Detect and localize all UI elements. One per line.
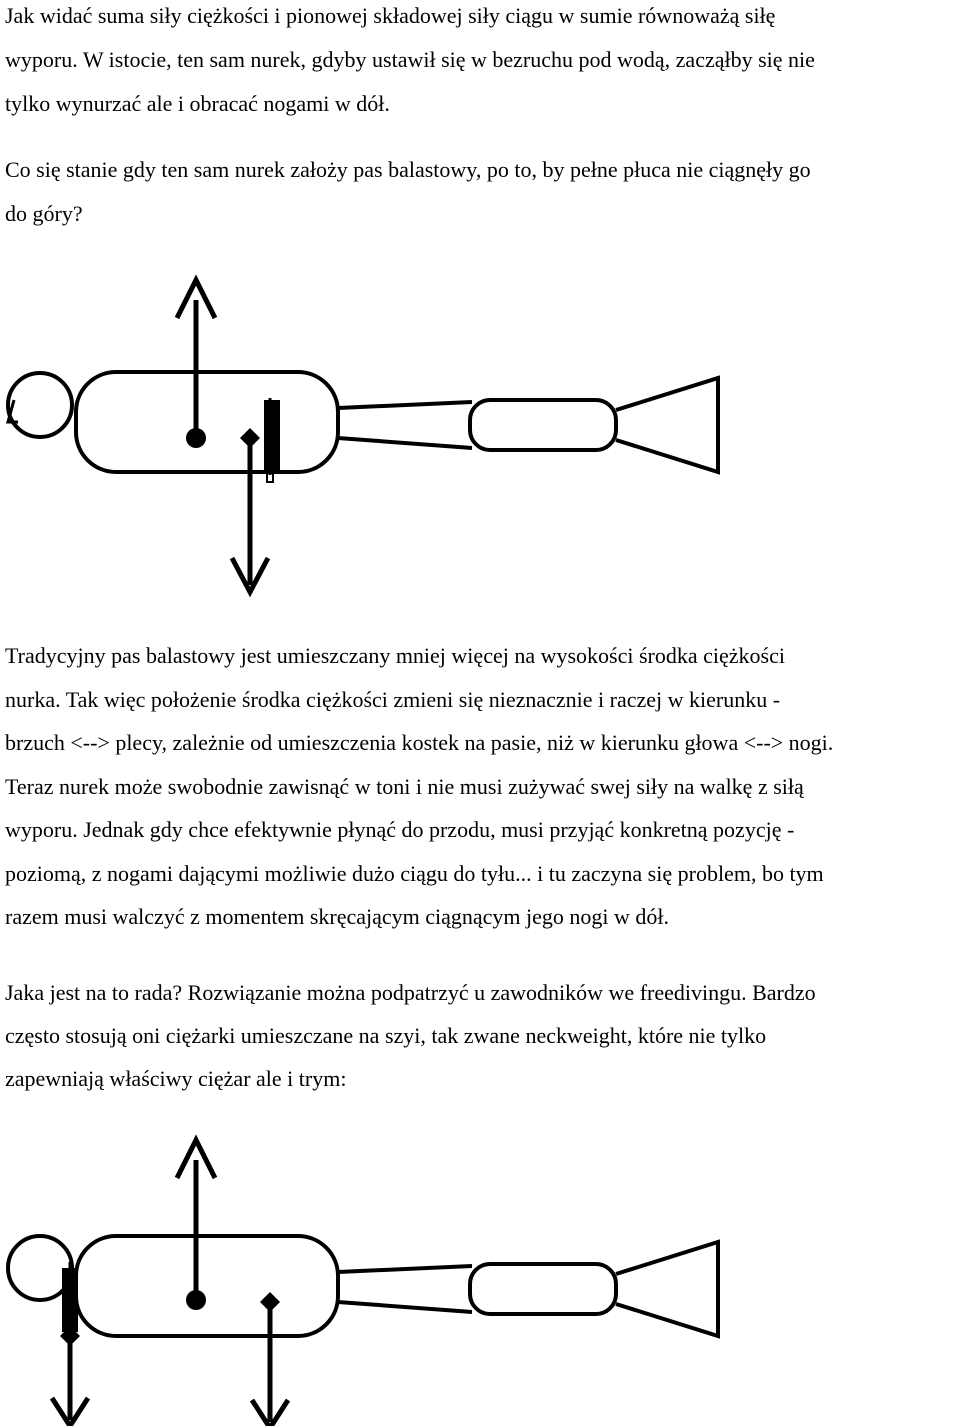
diver-legs	[470, 400, 616, 450]
text-line: do góry?	[5, 201, 83, 226]
buoyancy-point	[186, 428, 206, 448]
diver-hip	[338, 402, 472, 448]
text-line: często stosują oni ciężarki umieszczane na szyi, tak zwane neckweight, które nie tylko	[5, 1023, 767, 1048]
text-line: brzuch <--> plecy, zależnie od umieszczenia kostek na pasie, niż w kierunku głowa <--> nogi.	[5, 730, 834, 755]
diver-fin	[616, 378, 718, 472]
diver-hip	[338, 1266, 472, 1312]
paragraph-buoyancy	[5, 0, 955, 126]
weight-point	[260, 1292, 280, 1312]
paragraph-question	[5, 148, 955, 236]
text-line: tylko wynurzać ale i obracać nogami w dół.	[5, 91, 390, 116]
text-line: Teraz nurek może swobodnie zawisnąć w toni i nie musi zużywać swej siły na walkę z siłą	[5, 773, 804, 799]
diver-with-belt-weight-diagram	[0, 270, 960, 600]
weight-belt	[264, 400, 280, 472]
diver-torso	[76, 1236, 338, 1336]
text-line: Jak widać suma siły ciężkości i pionowej składowej siły ciągu w sumie równoważą siłę	[5, 3, 776, 28]
diver-torso	[76, 372, 338, 472]
diver-legs	[470, 1264, 616, 1314]
text-line: wyporu. W istocie, ten sam nurek, gdyby ustawił się w bezruchu pod wodą, zacząłby się nie	[5, 47, 815, 72]
buoyancy-point	[186, 1290, 206, 1310]
text-line: nurka. Tak więc położenie środka ciężkości zmieni się nieznacznie i raczej w kierunku -	[5, 686, 781, 712]
text-line: razem musi walczyć z momentem skręcającym ciągnącym jego nogi w dół.	[5, 904, 670, 929]
diver-head	[8, 373, 72, 437]
text-line: zapewniają właściwy ciężar ale i trym:	[5, 1066, 347, 1091]
paragraph-neckweight	[5, 971, 955, 1100]
diver-with-neckweight-diagram	[0, 1130, 960, 1426]
text-line: poziomą, z nogami dającymi możliwie dużo ciągu do tyłu... i tu zaczyna się problem, bo tym	[5, 860, 824, 886]
text-line: Co się stanie gdy ten sam nurek założy pas balastowy, po to, by pełne płuca nie ciągnęły go	[5, 157, 811, 182]
diver-fin	[616, 1242, 718, 1336]
text-line: Tradycyjny pas balastowy jest umieszczany mniej więcej na wysokości środka ciężkości	[5, 643, 785, 668]
text-line: wyporu. Jednak gdy chce efektywnie płynąć do przodu, musi przyjąć konkretną pozycję -	[5, 817, 795, 842]
text-line: Jaka jest na to rada? Rozwiązanie można podpatrzyć u zawodników we freedivingu. Bardzo	[5, 980, 816, 1005]
paragraph-belt-explanation	[5, 634, 955, 939]
